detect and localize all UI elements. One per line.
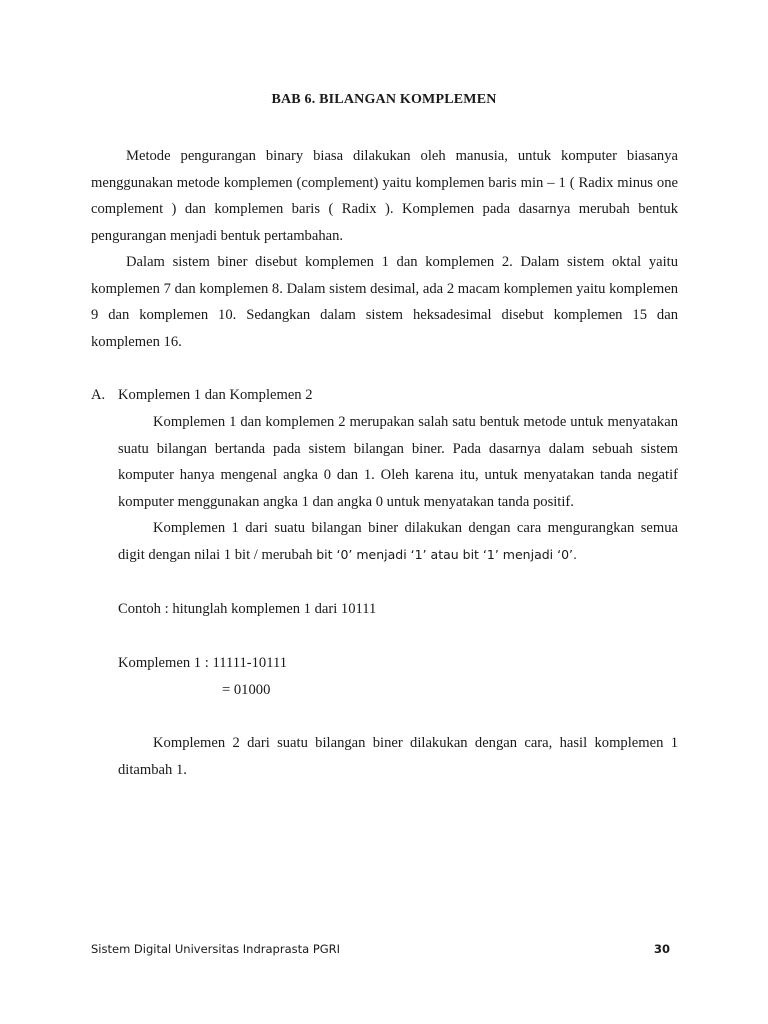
footer-text: Sistem Digital Universitas Indraprasta PGRI (91, 942, 341, 956)
section-a-paragraph-2-main: Komplemen 1 dari suatu bilangan biner dilakukan dengan cara mengurangkan semua digit dengan nilai 1 bit / merubah (118, 520, 678, 563)
section-a-paragraph-2 (118, 515, 678, 568)
section-a-paragraph-2-tail: bit ‘0’ menjadi ‘1’ atau bit ‘1’ menjadi ‘0’. (316, 546, 577, 562)
calculation-line-2: = 01000 (222, 682, 271, 698)
page-title: BAB 6. BILANGAN KOMPLEMEN (271, 92, 497, 107)
section-heading-text: Komplemen 1 dan Komplemen 2 (118, 387, 313, 403)
calculation-line-1: Komplemen 1 : 11111-10111 (118, 655, 288, 671)
section-heading-a (91, 382, 313, 409)
body-paragraph-1: Metode pengurangan binary biasa dilakukan oleh manusia, untuk komputer biasanya menggunakan metode komplemen (complement) yaitu komplemen baris min – 1 ( Radix minus one complement ) dan komplemen baris ( Radix ). Komplemen pada dasarnya merubah bentuk pengurangan menjadi bentuk pertambahan. (91, 148, 678, 244)
section-a-paragraph-3: Komplemen 2 dari suatu bilangan biner dilakukan dengan cara, hasil komplemen 1 ditambah 1. (118, 735, 678, 778)
section-a-paragraph-1: Komplemen 1 dan komplemen 2 merupakan salah satu bentuk metode untuk menyatakan suatu bilangan bertanda pada sistem bilangan biner. Pada dasarnya dalam sebuah sistem komputer hanya mengenal angka 0 dan 1. Oleh karena itu, untuk menyatakan tanda negatif komputer menggunakan angka 1 dan angka 0 untuk menyatakan tanda positif. (118, 414, 678, 510)
example-line: Contoh : hitunglah komplemen 1 dari 10111 (118, 601, 377, 617)
body-paragraph-2: Dalam sistem biner disebut komplemen 1 dan komplemen 2. Dalam sistem oktal yaitu komplemen 7 dan komplemen 8. Dalam sistem desimal, ada 2 macam komplemen yaitu komplemen 9 dan komplemen 10. Sedangkan dalam sistem heksadesimal disebut komplemen 15 dan komplemen 16. (91, 254, 678, 350)
section-marker: A. (91, 387, 106, 403)
page-number: 30 (653, 942, 670, 956)
